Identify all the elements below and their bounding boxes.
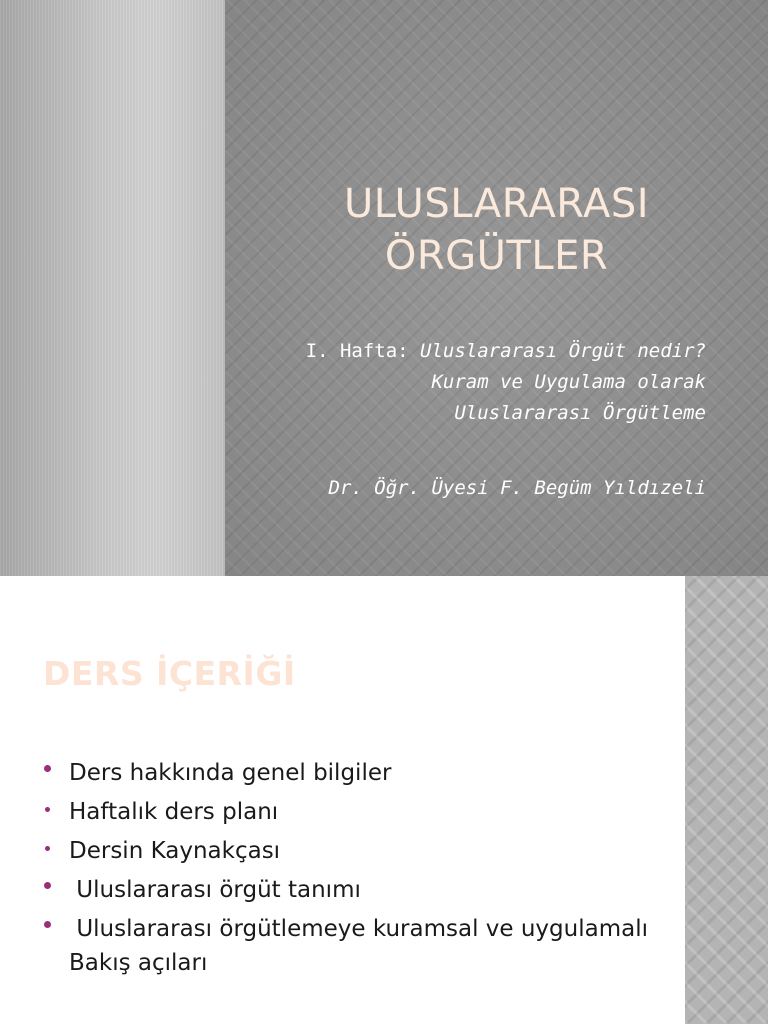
list-item-text: Dersin Kaynakçası [69, 838, 281, 864]
bullet-list [42, 756, 662, 985]
list-item [42, 795, 662, 829]
list-item [42, 834, 662, 868]
author-name: Dr. Öğr. Üyesi F. Begüm Yıldızeli [328, 477, 706, 499]
slide-title [225, 178, 768, 282]
list-item [42, 912, 662, 980]
list-item-text: Uluslararası örgütlemeye kuramsal ve uygulamalı Bakış açıları [69, 916, 656, 976]
list-item-text: Ders hakkında genel bilgiler [69, 760, 392, 786]
subtitle-line2: Kuram ve Uygulama olarak [431, 371, 706, 393]
bullet-icon [44, 921, 51, 928]
list-item-text: Uluslararası örgüt tanımı [69, 877, 361, 903]
bullet-icon [44, 765, 51, 772]
slide-title-line2: ÖRGÜTLER [384, 233, 609, 279]
subtitle-spacer [246, 429, 706, 473]
slide-title-line1: ULUSLARARASI [343, 181, 650, 227]
week-prefix: I. Hafta: [305, 340, 421, 362]
section-heading: DERS İÇERİĞİ [43, 654, 296, 693]
bullet-icon [44, 882, 51, 889]
week-topic: Uluslararası Örgüt nedir? [420, 340, 706, 362]
bullet-icon [45, 846, 50, 851]
list-item [42, 873, 662, 907]
subtitle-line3: Uluslararası Örgütleme [454, 402, 706, 424]
slide-left-panel [0, 0, 225, 576]
slide-subtitle [246, 336, 706, 504]
subtitle-week-line [246, 336, 706, 367]
list-item [42, 756, 662, 790]
list-item-text: Haftalık ders planı [69, 799, 279, 825]
content-slide [0, 576, 768, 1024]
decorative-strip [685, 576, 768, 1024]
bullet-icon [45, 807, 50, 812]
